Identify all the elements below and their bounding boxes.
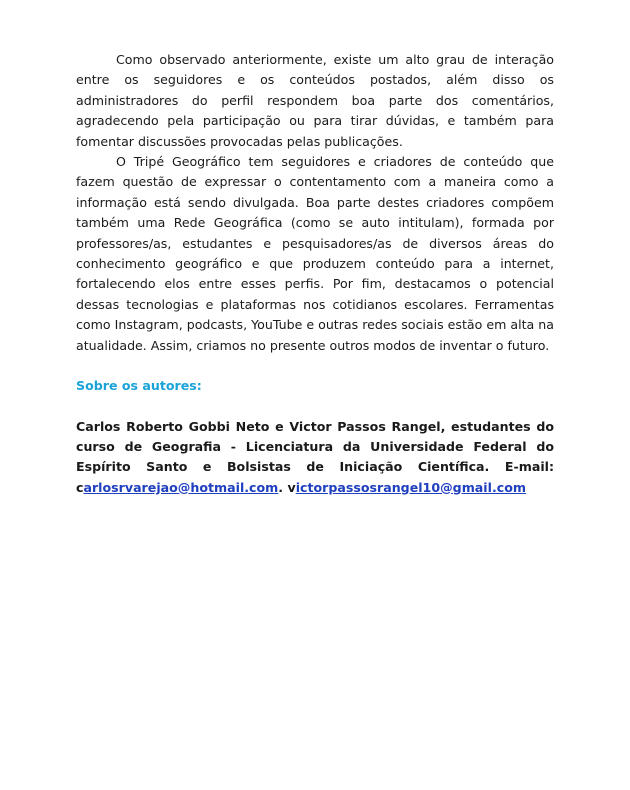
- paragraph-interaction: Como observado anteriormente, existe um alto grau de interação entre os seguidores e os conteúdos postados, além disso os administradores do perfil respondem boa parte dos comentários, agradecendo pela participação ou para tirar dúvidas, e também para fomentar discussões provocadas pelas publicações.: [76, 52, 554, 149]
- document-page: [76, 50, 554, 498]
- email-separator: . v: [278, 479, 296, 495]
- authors-text: Carlos Roberto Gobbi Neto e Victor Passos Rangel, estudantes do curso de Geografia - Licenciatura da Universidade Federal do Espírito Santo e Bolsistas de Iniciação Científica. E-mail:: [76, 418, 554, 475]
- section-heading-authors: Sobre os autores:: [76, 378, 202, 394]
- email1-prefix: c: [76, 479, 84, 495]
- email-link-victor[interactable]: ictorpassosrangel10@gmail.com: [295, 479, 526, 495]
- email-link-carlos[interactable]: arlosrvarejao@hotmail.com: [83, 479, 279, 495]
- paragraph-tripe-geografico: O Tripé Geográfico tem seguidores e criadores de conteúdo que fazem questão de expressar o contentamento com a maneira como a informação está sendo divulgada. Boa parte destes criadores compõem também uma Rede Geográfica (como se auto intitulam), formada por professores/as, estudantes e pesquisadores/as de diversos áreas do conhecimento geográfico e que produzem conteúdo para a internet, fortalecendo elos entre esses perfis. Por fim, destacamos o potencial dessas tecnologias e plataformas nos cotidianos escolares. Ferramentas como Instagram, podcasts, YouTube e outras redes sociais estão em alta na atualidade. Assim, criamos no presente outros modos de inventar o futuro.: [76, 154, 554, 353]
- authors-paragraph: [76, 417, 554, 499]
